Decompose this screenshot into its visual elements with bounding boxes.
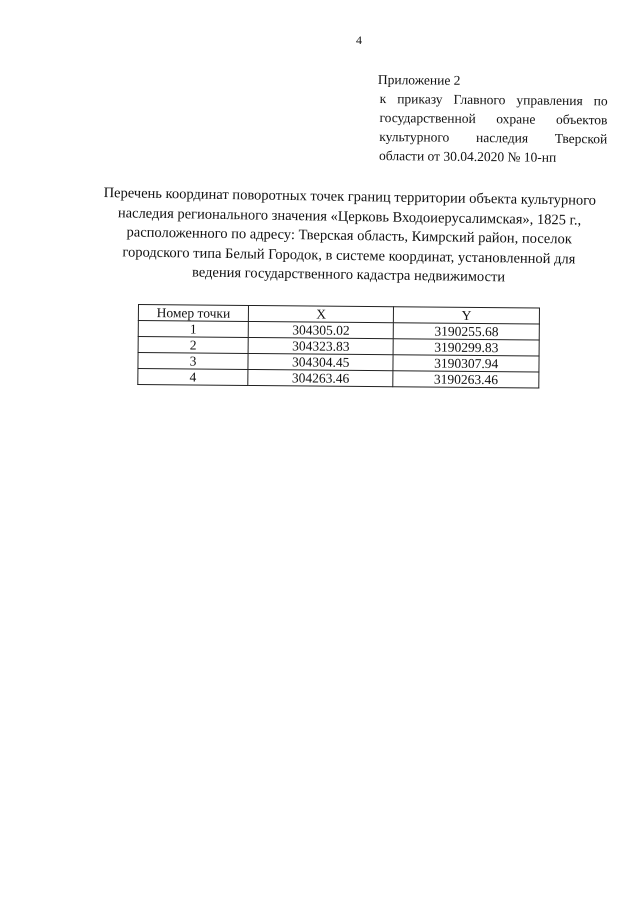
point-number-cell: 3 (138, 353, 248, 370)
appendix-note (377, 70, 608, 167)
header-x: X (248, 305, 393, 322)
y-coordinate-cell: 3190263.46 (393, 371, 539, 388)
x-coordinate-cell: 304323.83 (248, 337, 393, 354)
header-point-number: Номер точки (138, 305, 248, 322)
y-coordinate-cell: 3190255.68 (394, 323, 540, 340)
y-coordinate-cell: 3190307.94 (393, 355, 539, 372)
x-coordinate-cell: 304263.46 (248, 369, 393, 386)
header-y: Y (394, 307, 540, 324)
x-coordinate-cell: 304304.45 (248, 353, 393, 370)
document-title: Перечень координат поворотных точек границ территории объекта культурного наследия регионального значения «Церковь Входоиерусалимская», 1825 г., расположенного по адресу: Тверская область, Кимрский район, поселок городского типа Белый Городок, в системе координат, установленной для ведения государственного кадастра недвижимости (103, 185, 597, 286)
x-coordinate-cell: 304305.02 (248, 321, 393, 338)
appendix-reference: к приказу Главного управления по государственной охране объектов культурного наследия Тверской области от 30.04.2020 № 10-нп (379, 91, 608, 165)
point-number-cell: 2 (138, 337, 248, 354)
page-number: 4 (356, 33, 362, 47)
table-row (138, 369, 539, 388)
appendix-title: Приложение 2 (377, 71, 461, 88)
point-number-cell: 1 (138, 321, 248, 338)
coordinates-table (137, 304, 540, 389)
point-number-cell: 4 (138, 369, 248, 386)
y-coordinate-cell: 3190299.83 (393, 339, 539, 356)
